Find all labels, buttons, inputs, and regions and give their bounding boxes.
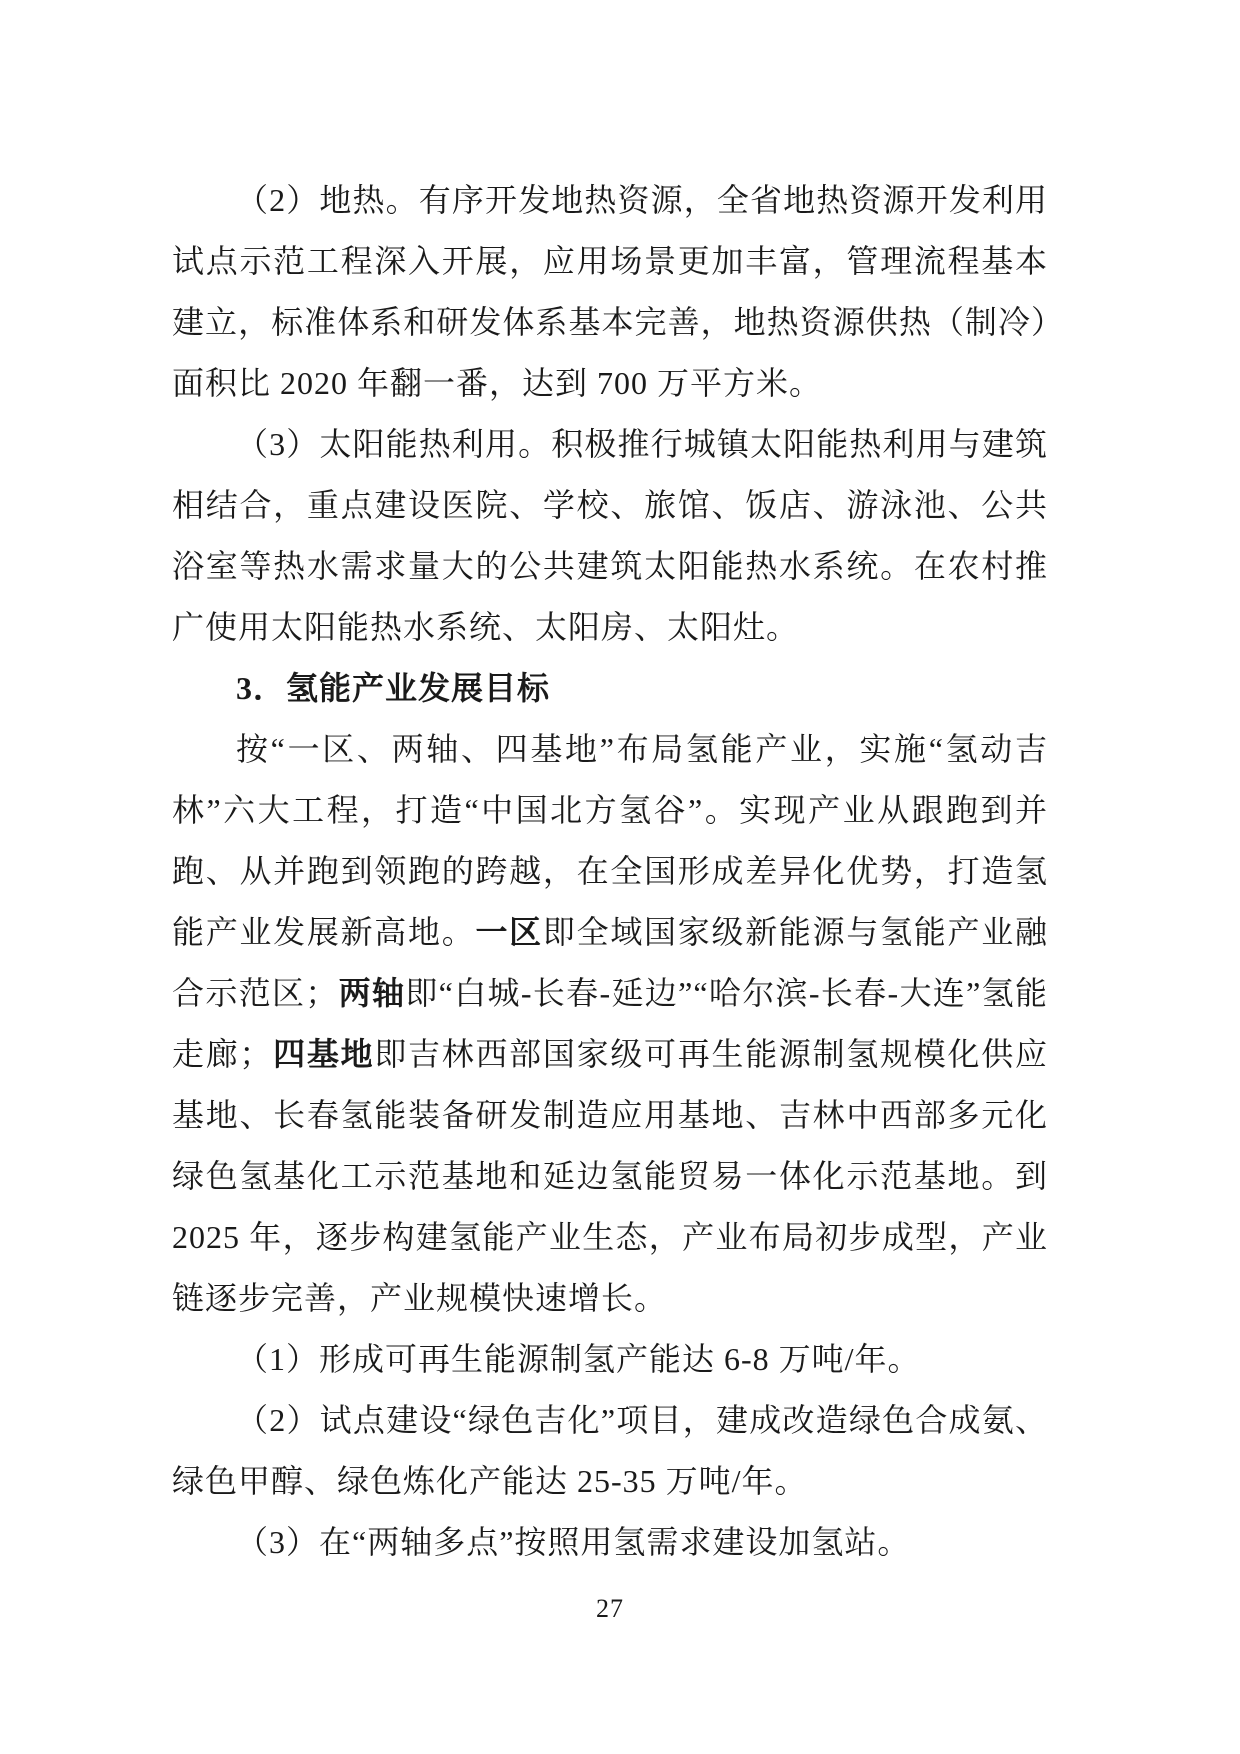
paragraph-text: （3）在“两轴多点”按照用氢需求建设加氢站。 [236, 1524, 911, 1560]
page-number: 27 [596, 1594, 624, 1623]
paragraph-text: 按“一区、两轴、四基地”布局氢能产业，实施“氢动吉林”六大工程，打造“中国北方氢谷”。实现产业从跟跑到并跑、从并跑到领跑的跨越，在全国形成差异化优势，打造氢能产业发展新高地。 [172, 731, 1048, 950]
heading-text: 3．氢能产业发展目标 [236, 670, 551, 706]
document-body [172, 170, 1048, 1573]
paragraph-text: 即“白城-长春-延边”“哈尔滨-长春-大连”氢能走廊； [172, 975, 1048, 1072]
paragraph-text: 即吉林西部国家级可再生能源制氢规模化供应基地、长春氢能装备研发制造应用基地、吉林中西部多元化绿色氢基化工示范基地和延边氢能贸易一体化示范基地。到 2025 年，逐步构建氢能产业生态，产业布局初步成型，产业链逐步完善，产业规模快速增长。 [172, 1036, 1048, 1316]
paragraph-hydrogen-overview [172, 719, 1048, 1329]
bold-term-four-bases: 四基地 [272, 1036, 375, 1072]
paragraph-geothermal [172, 170, 1048, 414]
section-heading-hydrogen-goals [172, 658, 1048, 719]
paragraph-text: （2）地热。有序开发地热资源，全省地热资源开发利用试点示范工程深入开展，应用场景更加丰富，管理流程基本建立，标准体系和研发体系基本完善，地热资源供热（制冷）面积比 2020 年翻一番，达到 700 万平方米。 [172, 182, 1048, 401]
paragraph-text: 即全域国家级新能源与氢能产业融合示范区； [172, 914, 1048, 1011]
bold-term-one-zone: 一区 [475, 914, 543, 950]
bold-term-two-axes: 两轴 [338, 975, 406, 1011]
paragraph-item-refueling-stations [172, 1512, 1048, 1573]
paragraph-solar-thermal [172, 414, 1048, 658]
paragraph-item-hydrogen-capacity [172, 1329, 1048, 1390]
paragraph-item-green-jihua [172, 1390, 1048, 1512]
paragraph-text: （1）形成可再生能源制氢产能达 6-8 万吨/年。 [236, 1341, 921, 1377]
page-footer [172, 1594, 1048, 1624]
paragraph-text: （2）试点建设“绿色吉化”项目，建成改造绿色合成氨、绿色甲醇、绿色炼化产能达 25-35 万吨/年。 [172, 1402, 1048, 1499]
paragraph-text: （3）太阳能热利用。积极推行城镇太阳能热利用与建筑相结合，重点建设医院、学校、旅馆、饭店、游泳池、公共浴室等热水需求量大的公共建筑太阳能热水系统。在农村推广使用太阳能热水系统、太阳房、太阳灶。 [172, 426, 1048, 645]
